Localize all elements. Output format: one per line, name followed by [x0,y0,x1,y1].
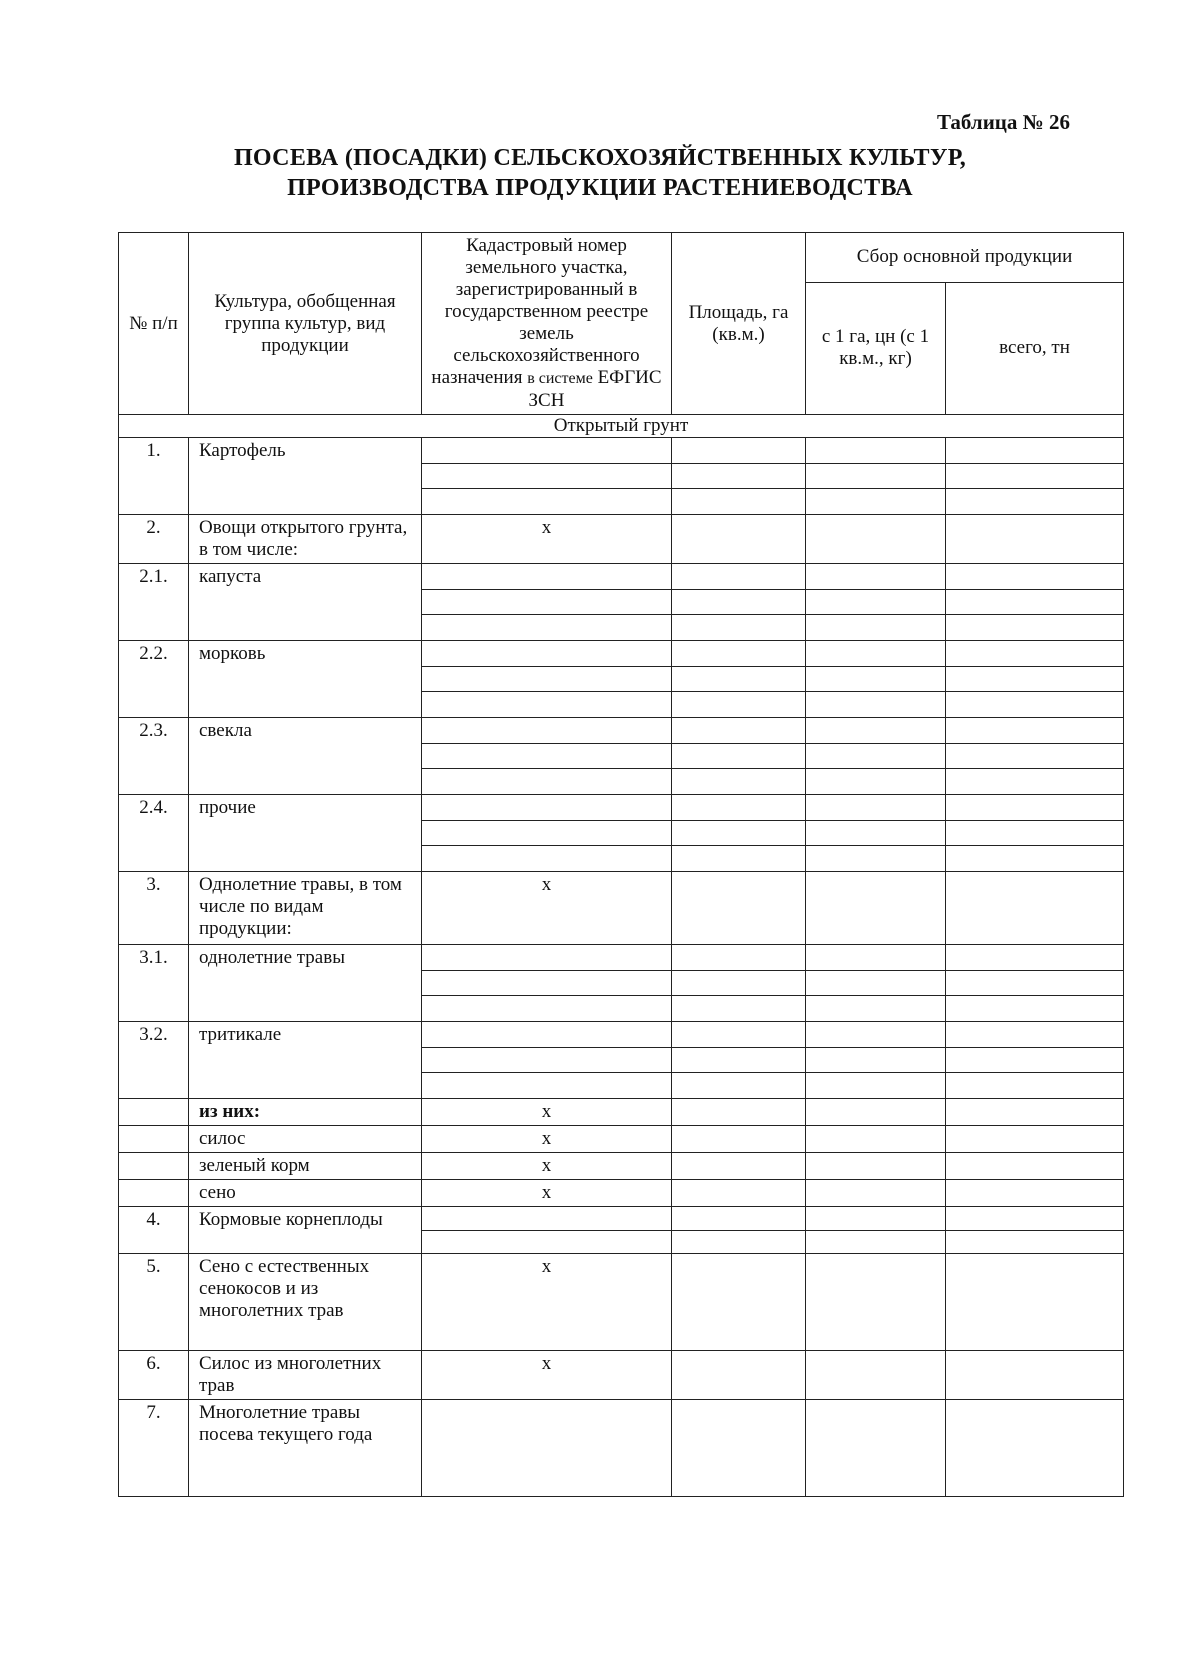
value-subline[interactable] [946,846,1123,871]
row-per-ha-cell[interactable] [806,438,946,515]
table-row [119,438,1124,515]
value-subline[interactable] [806,872,945,944]
row-area-cell[interactable] [672,795,806,872]
row-area-cell[interactable] [672,718,806,795]
value-subline[interactable] [806,1073,945,1098]
value-subline[interactable] [672,846,805,871]
row-number [119,1099,189,1126]
row-total-cell[interactable] [946,1180,1124,1207]
cadastral-subline[interactable] [422,795,671,821]
value-subline[interactable] [946,615,1123,640]
row-total-cell[interactable] [946,718,1124,795]
value-subline[interactable] [672,1231,805,1254]
value-subline[interactable] [806,821,945,847]
row-total-cell[interactable] [946,564,1124,641]
value-subline[interactable] [946,1400,1123,1496]
cadastral-subline[interactable] [422,821,671,847]
row-area-cell[interactable] [672,1099,806,1126]
row-culture-name: Овощи открытого грунта, в том числе: [189,515,422,564]
row-cadastral-cell[interactable]: x [422,1254,672,1351]
value-subline[interactable] [672,1022,805,1048]
row-culture-name: зеленый корм [189,1153,422,1180]
row-area-cell[interactable] [672,1126,806,1153]
value-subline[interactable] [806,590,945,616]
row-cadastral-cell[interactable]: x [422,1126,672,1153]
value-subline[interactable] [806,744,945,770]
value-subline[interactable] [672,489,805,514]
value-subline[interactable] [806,1153,945,1179]
row-area-cell[interactable] [672,1351,806,1400]
row-cadastral-cell[interactable] [422,641,672,718]
row-number: 2.2. [119,641,189,718]
value-subline[interactable] [946,641,1123,667]
section-open-ground: Открытый грунт [119,415,1124,438]
value-subline[interactable] [672,1400,805,1496]
row-number: 3.2. [119,1022,189,1099]
value-subline[interactable] [672,1180,805,1206]
value-subline[interactable] [806,1254,945,1350]
value-subline[interactable] [672,515,805,563]
row-number: 2. [119,515,189,564]
row-cadastral-cell[interactable]: x [422,515,672,564]
row-number: 3. [119,872,189,945]
value-subline[interactable] [806,971,945,997]
title-line-2: ПРОИЗВОДСТВА ПРОДУКЦИИ РАСТЕНИЕВОДСТВА [287,175,913,201]
value-subline[interactable] [946,1180,1123,1206]
row-number: 6. [119,1351,189,1400]
row-cadastral-cell[interactable]: x [422,872,672,945]
value-subline[interactable] [806,1207,945,1231]
value-subline[interactable] [672,464,805,490]
row-number: 4. [119,1207,189,1254]
row-per-ha-cell[interactable] [806,1022,946,1099]
value-subline[interactable] [672,438,805,464]
col-header-area: Площадь, га (кв.м.) [672,233,806,415]
value-subline[interactable] [672,1254,805,1350]
value-subline[interactable] [806,692,945,717]
value-subline[interactable] [672,1048,805,1074]
row-area-cell[interactable] [672,872,806,945]
value-subline[interactable] [946,971,1123,997]
cadastral-subline[interactable] [422,1073,671,1098]
value-subline[interactable] [806,1400,945,1496]
row-cadastral-cell[interactable] [422,438,672,515]
row-number: 7. [119,1400,189,1497]
value-subline[interactable] [946,795,1123,821]
col-header-total: всего, тн [946,282,1124,414]
value-subline[interactable] [672,996,805,1021]
row-total-cell[interactable] [946,1126,1124,1153]
row-area-cell[interactable] [672,641,806,718]
row-area-cell[interactable] [672,1400,806,1497]
value-subline[interactable] [672,1153,805,1179]
row-per-ha-cell[interactable] [806,515,946,564]
row-total-cell[interactable] [946,1099,1124,1126]
value-subline[interactable] [672,590,805,616]
row-cadastral-cell[interactable] [422,1400,672,1497]
row-culture-name: капуста [189,564,422,641]
row-total-cell[interactable] [946,1254,1124,1351]
value-subline[interactable] [946,692,1123,717]
cadastral-subline[interactable] [422,1048,671,1074]
cadastral-subline[interactable] [422,438,671,464]
table-row [119,1351,1124,1400]
value-subline[interactable] [672,971,805,997]
value-subline[interactable] [946,667,1123,693]
value-subline[interactable] [672,1073,805,1098]
value-subline[interactable] [806,1099,945,1125]
value-subline[interactable] [806,1231,945,1254]
row-number [119,1126,189,1153]
col-header-per-ha: с 1 га, цн (с 1 кв.м., кг) [806,282,946,414]
row-number: 3.1. [119,945,189,1022]
table-row [119,1126,1124,1153]
cadastral-subline[interactable] [422,1207,671,1231]
row-cadastral-cell[interactable] [422,564,672,641]
row-number: 2.4. [119,795,189,872]
value-subline[interactable] [806,1126,945,1152]
row-number [119,1180,189,1207]
cadastral-subline[interactable] [422,692,671,717]
value-subline[interactable] [672,821,805,847]
value-subline[interactable] [806,515,945,563]
row-cadastral-cell[interactable]: x [422,1099,672,1126]
table-row [119,1254,1124,1351]
value-subline[interactable] [946,718,1123,744]
row-number: 1. [119,438,189,515]
row-area-cell[interactable] [672,564,806,641]
value-subline[interactable] [672,1099,805,1125]
row-cadastral-cell[interactable] [422,795,672,872]
row-culture-name: свекла [189,718,422,795]
row-culture-name: однолетние травы [189,945,422,1022]
value-subline[interactable] [806,795,945,821]
value-subline[interactable] [806,615,945,640]
cadastral-subline[interactable] [422,1022,671,1048]
cadastral-subline[interactable] [422,769,671,794]
value-subline[interactable] [946,744,1123,770]
row-cadastral-cell[interactable] [422,1207,672,1254]
row-culture-name: тритикале [189,1022,422,1099]
row-total-cell[interactable] [946,1207,1124,1254]
title-line-1: ПОСЕВА (ПОСАДКИ) СЕЛЬСКОХОЗЯЙСТВЕННЫХ КУЛЬТУР, [233,145,967,171]
row-per-ha-cell[interactable] [806,1099,946,1126]
col-header-harvest: Сбор основной продукции [806,233,1124,283]
row-per-ha-cell[interactable] [806,564,946,641]
value-subline[interactable] [946,1022,1123,1048]
value-subline[interactable] [806,1351,945,1399]
row-per-ha-cell[interactable] [806,795,946,872]
row-per-ha-cell[interactable] [806,1254,946,1351]
table-row [119,945,1124,1022]
value-subline[interactable] [672,769,805,794]
value-subline[interactable] [672,795,805,821]
row-culture-name: Силос из многолетних трав [189,1351,422,1400]
row-per-ha-cell[interactable] [806,1400,946,1497]
value-subline[interactable] [806,667,945,693]
row-area-cell[interactable] [672,1153,806,1180]
value-subline[interactable] [946,821,1123,847]
value-subline[interactable] [672,945,805,971]
row-area-cell[interactable] [672,438,806,515]
row-per-ha-cell[interactable] [806,1180,946,1207]
value-subline[interactable] [672,872,805,944]
row-per-ha-cell[interactable] [806,872,946,945]
value-subline[interactable] [946,564,1123,590]
table-row [119,515,1124,564]
cadastral-tail: ЕФГИС ЗСН [528,367,662,411]
value-subline[interactable] [946,1351,1123,1399]
cadastral-subline[interactable] [422,718,671,744]
cadastral-small: в системе [527,370,593,387]
value-subline[interactable] [672,1126,805,1152]
value-subline[interactable] [946,1231,1123,1254]
row-cadastral-cell[interactable] [422,718,672,795]
table-row [119,564,1124,641]
row-total-cell[interactable] [946,1400,1124,1497]
value-subline[interactable] [946,515,1123,563]
value-subline[interactable] [946,438,1123,464]
value-subline[interactable] [946,945,1123,971]
value-subline[interactable] [806,564,945,590]
row-culture-name: Картофель [189,438,422,515]
cadastral-subline[interactable] [422,945,671,971]
row-total-cell[interactable] [946,438,1124,515]
cadastral-subline[interactable] [422,489,671,514]
row-number [119,1153,189,1180]
value-subline[interactable] [806,996,945,1021]
cadastral-subline[interactable] [422,996,671,1021]
value-subline[interactable] [806,945,945,971]
value-subline[interactable] [672,744,805,770]
row-total-cell[interactable] [946,1153,1124,1180]
row-total-cell[interactable] [946,795,1124,872]
row-number: 5. [119,1254,189,1351]
row-cadastral-cell[interactable] [422,1022,672,1099]
crops-table [118,232,1124,1497]
row-culture-name: прочие [189,795,422,872]
value-subline[interactable] [946,769,1123,794]
row-culture-name: из них: [189,1099,422,1126]
row-area-cell[interactable] [672,1180,806,1207]
value-subline[interactable] [946,872,1123,944]
cadastral-main: Кадастровый номер земельного участка, зарегистрированный в государственном реестре земель сельскохозяйственного назначения [431,235,649,388]
row-total-cell[interactable] [946,872,1124,945]
row-per-ha-cell[interactable] [806,945,946,1022]
value-subline[interactable] [806,641,945,667]
value-subline[interactable] [806,769,945,794]
table-row [119,1153,1124,1180]
table-row [119,1180,1124,1207]
value-subline[interactable] [672,667,805,693]
value-subline[interactable] [946,1073,1123,1098]
row-culture-name: Сено с естественных сенокосов и из многолетних трав [189,1254,422,1351]
row-culture-name: сено [189,1180,422,1207]
value-subline[interactable] [806,1048,945,1074]
cadastral-subline[interactable] [422,464,671,490]
row-total-cell[interactable] [946,515,1124,564]
value-subline[interactable] [946,1207,1123,1231]
cadastral-subline[interactable] [422,641,671,667]
value-subline[interactable] [946,489,1123,514]
table-row [119,1400,1124,1497]
row-number: 2.3. [119,718,189,795]
value-subline[interactable] [672,564,805,590]
row-area-cell[interactable] [672,515,806,564]
cadastral-subline[interactable] [422,615,671,640]
value-subline[interactable] [806,438,945,464]
row-cadastral-cell[interactable] [422,945,672,1022]
value-subline[interactable] [946,1048,1123,1074]
table-row [119,641,1124,718]
table-row [119,1099,1124,1126]
cadastral-subline[interactable] [422,590,671,616]
row-per-ha-cell[interactable] [806,641,946,718]
table-row [119,872,1124,945]
row-area-cell[interactable] [672,945,806,1022]
value-subline[interactable] [806,489,945,514]
cadastral-subline[interactable] [422,971,671,997]
table-row [119,1022,1124,1099]
table-number: Таблица № 26 [936,110,1070,134]
page-title [0,143,1200,203]
row-culture-name: Кормовые корнеплоды [189,1207,422,1254]
row-cadastral-cell[interactable]: x [422,1180,672,1207]
row-total-cell[interactable] [946,945,1124,1022]
table-row [119,795,1124,872]
cadastral-subline[interactable] [422,1400,671,1496]
row-total-cell[interactable] [946,1351,1124,1400]
value-subline[interactable] [806,464,945,490]
value-subline[interactable] [946,464,1123,490]
value-subline[interactable] [806,1180,945,1206]
value-subline[interactable] [946,1153,1123,1179]
value-subline[interactable] [806,718,945,744]
cadastral-subline[interactable] [422,1231,671,1254]
row-total-cell[interactable] [946,1022,1124,1099]
row-cadastral-cell[interactable]: x [422,1153,672,1180]
value-subline[interactable] [946,1099,1123,1125]
row-number: 2.1. [119,564,189,641]
value-subline[interactable] [946,1254,1123,1350]
value-subline[interactable] [946,996,1123,1021]
row-cadastral-cell[interactable]: x [422,1351,672,1400]
value-subline[interactable] [672,692,805,717]
row-culture-name: Многолетние травы посева текущего года [189,1400,422,1497]
row-total-cell[interactable] [946,641,1124,718]
table-row [119,1207,1124,1254]
col-header-num: № п/п [119,233,189,415]
row-area-cell[interactable] [672,1207,806,1254]
value-subline[interactable] [806,1022,945,1048]
cadastral-subline[interactable] [422,667,671,693]
col-header-cadastral [422,233,672,415]
value-subline[interactable] [946,1126,1123,1152]
row-area-cell[interactable] [672,1254,806,1351]
value-subline[interactable] [946,590,1123,616]
value-subline[interactable] [806,846,945,871]
cadastral-subline[interactable] [422,564,671,590]
value-subline[interactable] [672,1207,805,1231]
cadastral-subline[interactable] [422,744,671,770]
row-culture-name: силос [189,1126,422,1153]
row-per-ha-cell[interactable] [806,1153,946,1180]
row-area-cell[interactable] [672,1022,806,1099]
row-per-ha-cell[interactable] [806,718,946,795]
row-culture-name: морковь [189,641,422,718]
value-subline[interactable] [672,615,805,640]
row-per-ha-cell[interactable] [806,1126,946,1153]
row-culture-name: Однолетние травы, в том числе по видам продукции: [189,872,422,945]
row-per-ha-cell[interactable] [806,1351,946,1400]
value-subline[interactable] [672,1351,805,1399]
col-header-culture: Культура, обобщенная группа культур, вид продукции [189,233,422,415]
value-subline[interactable] [672,718,805,744]
row-per-ha-cell[interactable] [806,1207,946,1254]
cadastral-subline[interactable] [422,846,671,871]
table-row [119,718,1124,795]
value-subline[interactable] [672,641,805,667]
